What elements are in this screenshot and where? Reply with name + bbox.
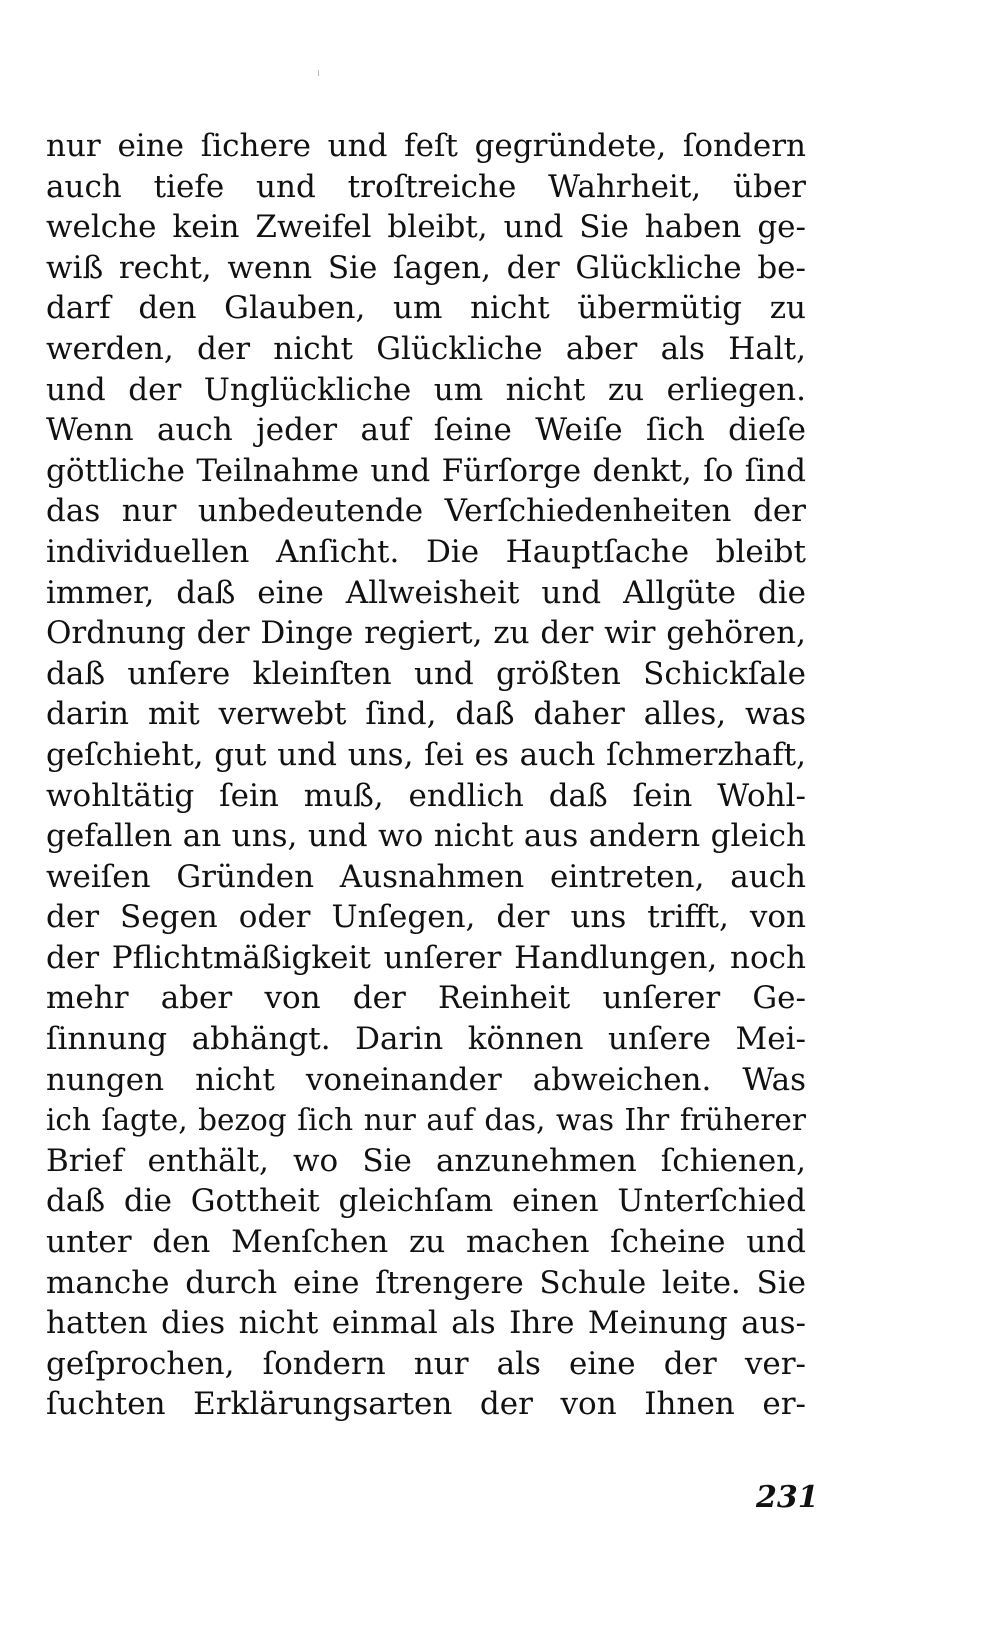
text-line: manche durch eine ſtrengere Schule leite. Sie (46, 1264, 806, 1301)
text-line: daß die Gottheit gleichſam einen Unterſchied (46, 1183, 806, 1220)
text-line: immer, daß eine Allweisheit und Allgüte die (46, 574, 806, 611)
text-line: Wenn auch jeder auf ſeine Weiſe ſich dieſe (46, 412, 806, 449)
text-line: Brief enthält, wo Sie anzunehmen ſchienen, (46, 1142, 806, 1179)
text-line: auch tiefe und troſtreiche Wahrheit, über (46, 168, 806, 205)
text-line: gefallen an uns, und wo nicht aus andern gleich (46, 818, 806, 855)
text-line: darin mit verwebt ſind, daß daher alles, was (46, 696, 806, 733)
text-line: und der Unglückliche um nicht zu erliegen. (46, 371, 806, 408)
text-line: ich ſagte, bezog ſich nur auf das, was Ihr früherer (46, 1103, 806, 1138)
text-line: individuellen Anſicht. Die Hauptſache bleibt (46, 533, 806, 570)
text-line: das nur unbedeutende Verſchiedenheiten der (46, 493, 806, 530)
text-line: Ordnung der Dinge regiert, zu der wir gehören, (46, 615, 806, 652)
text-line: nur eine ſichere und feſt gegründete, ſondern (46, 128, 806, 164)
text-line: wohltätig ſein muß, endlich daß ſein Wohl- (46, 777, 806, 814)
text-line: weiſen Gründen Ausnahmen eintreten, auch (46, 858, 806, 895)
text-line: welche kein Zweifel bleibt, und Sie haben ge- (46, 209, 806, 246)
text-line: daß unſere kleinſten und größten Schickſale (46, 655, 806, 692)
text-line: wiß recht, wenn Sie ſagen, der Glückliche be- (46, 249, 806, 286)
text-line: geſprochen, ſondern nur als eine der ver- (46, 1345, 806, 1382)
text-line: hatten dies nicht einmal als Ihre Meinung aus- (46, 1305, 806, 1342)
body-text (46, 126, 806, 1425)
text-line: der Segen oder Unſegen, der uns trifft, von (46, 899, 806, 936)
text-line: mehr aber von der Reinheit unſerer Ge- (46, 980, 806, 1017)
print-mark (318, 70, 319, 76)
text-line: nungen nicht voneinander abweichen. Was (46, 1061, 806, 1098)
text-line: ſuchten Erklärungsarten der von Ihnen er- (46, 1386, 806, 1423)
text-line: geſchieht, gut und uns, ſei es auch ſchmerzhaft, (46, 736, 806, 773)
text-line: ſinnung abhängt. Darin können unſere Mei- (46, 1021, 806, 1058)
text-line: unter den Menſchen zu machen ſcheine und (46, 1224, 806, 1261)
text-line: der Pflichtmäßigkeit unſerer Handlungen, noch (46, 939, 806, 976)
text-line: göttliche Teilnahme und Fürſorge denkt, ſo ſind (46, 452, 806, 489)
text-line: werden, der nicht Glückliche aber als Halt, (46, 330, 806, 367)
page-number: 231 (756, 1480, 819, 1515)
text-line: darf den Glauben, um nicht übermütig zu (46, 290, 806, 327)
